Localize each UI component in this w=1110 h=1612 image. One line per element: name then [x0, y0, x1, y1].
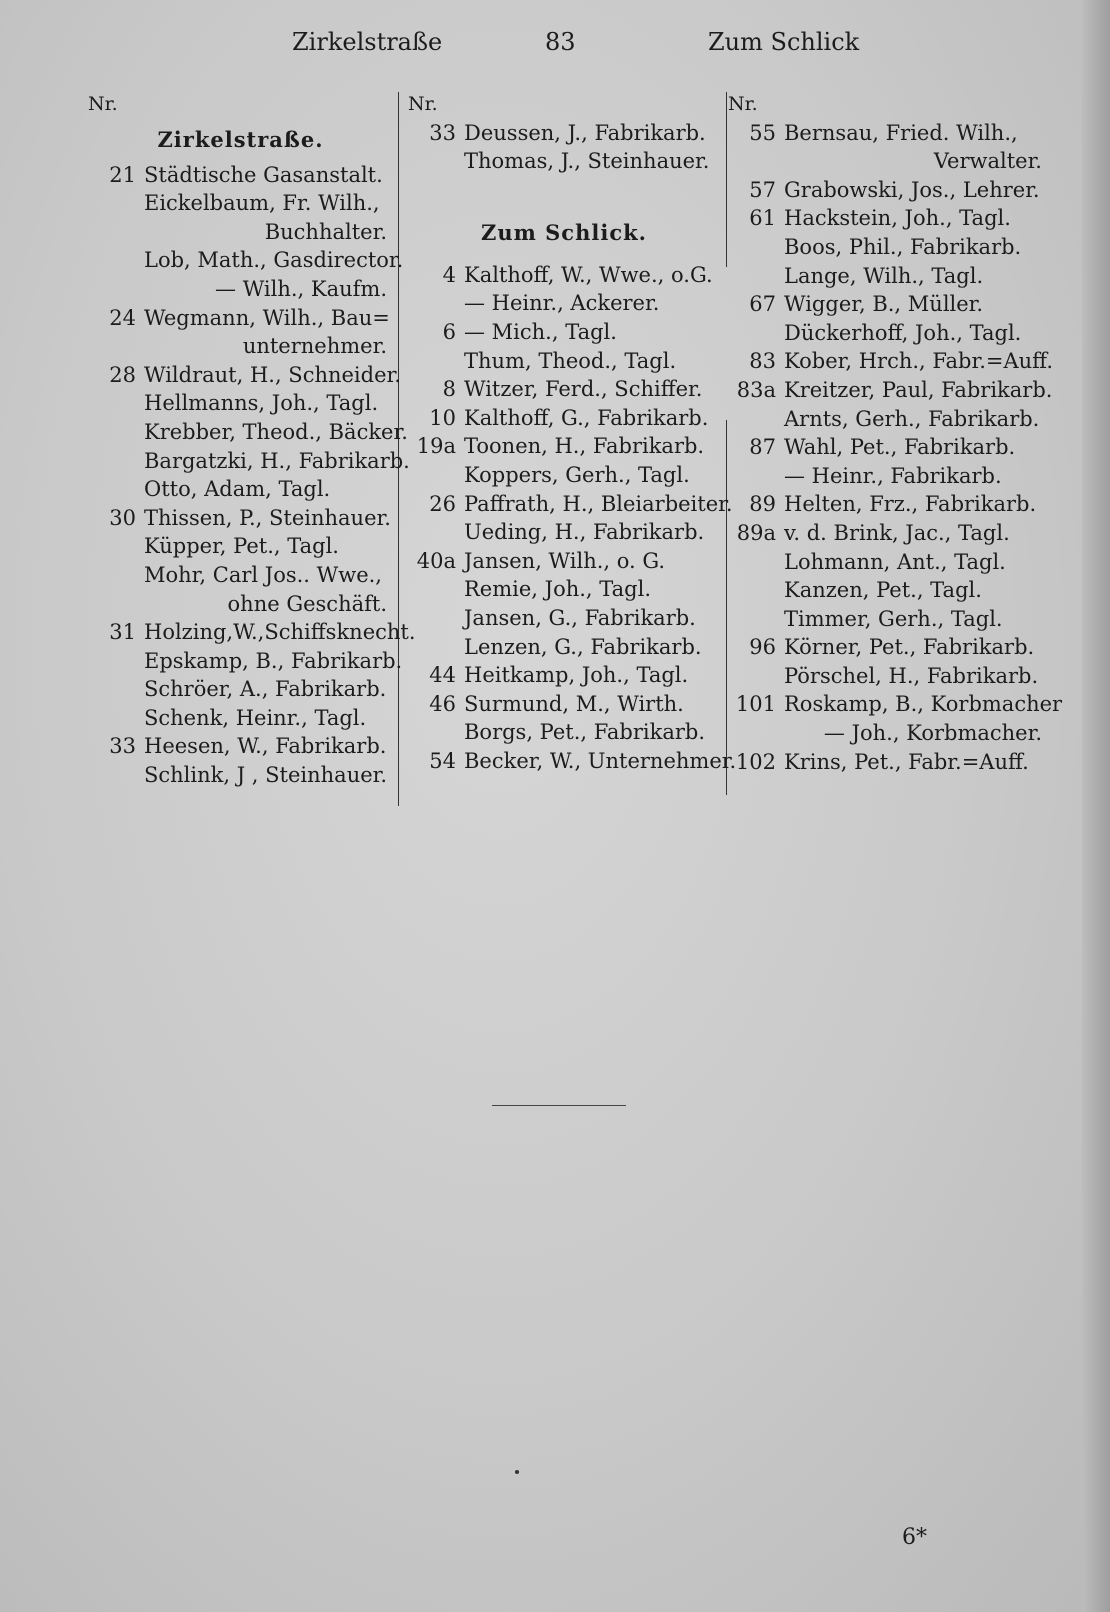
resident-entry: Toonen, H., Fabrikarb. [464, 434, 705, 459]
house-number [728, 605, 784, 634]
house-number [88, 275, 144, 304]
entry-row [88, 275, 393, 304]
house-number: 83a [736, 377, 776, 402]
entry-row [408, 318, 720, 347]
entry-row [408, 461, 720, 490]
house-number [88, 590, 144, 619]
entry-row [88, 246, 404, 275]
print-mark [515, 1470, 519, 1474]
resident-entry: Wildraut, H., Schneider. [144, 362, 401, 387]
house-number: 89 [749, 492, 776, 517]
entry-row [88, 161, 393, 190]
entry-row [88, 704, 393, 733]
resident-entry: Epskamp, B., Fabrikarb. [144, 648, 403, 673]
column-zum-schlick-a [408, 90, 737, 775]
house-number [88, 418, 144, 447]
resident-entry: Becker, W., Unternehmer. [464, 748, 737, 773]
house-number [408, 575, 464, 604]
resident-entry: Hellmanns, Joh., Tagl. [144, 391, 379, 416]
resident-entry: Kanzen, Pet., Tagl. [784, 578, 982, 603]
nr-label: Nr. [408, 93, 438, 115]
resident-entry: ohne Geschäft. [227, 591, 387, 616]
house-number [88, 704, 144, 733]
entry-row [728, 262, 1048, 291]
resident-entry: — Mich., Tagl. [464, 319, 617, 344]
column-divider [726, 420, 727, 795]
house-number [408, 461, 464, 490]
entry-row [408, 119, 720, 148]
entry-row [408, 575, 720, 604]
entry-row [88, 732, 393, 761]
house-number [408, 289, 464, 318]
resident-entry: Helten, Frz., Fabrikarb. [784, 492, 1037, 517]
house-number [728, 719, 784, 748]
entry-row [88, 389, 393, 418]
resident-entry: Buchhalter. [264, 219, 387, 244]
entry-row [728, 204, 1048, 233]
house-number [88, 246, 144, 275]
resident-entry: Koppers, Gerh., Tagl. [464, 462, 690, 487]
house-number [88, 475, 144, 504]
entry-row [728, 290, 1048, 319]
house-number: 44 [429, 663, 456, 688]
resident-entry: Lohmann, Ant., Tagl. [784, 549, 1006, 574]
resident-entry: Körner, Pet., Fabrikarb. [784, 635, 1035, 660]
house-number [728, 462, 784, 491]
house-number [408, 633, 464, 662]
resident-entry: Schlink, J , Steinhauer. [144, 763, 388, 788]
entry-list [88, 161, 416, 790]
entry-row [408, 432, 720, 461]
resident-entry: Witzer, Ferd., Schiffer. [464, 377, 703, 402]
resident-entry: v. d. Brink, Jac., Tagl. [784, 520, 1010, 545]
entry-row [728, 719, 1048, 748]
house-number [408, 347, 464, 376]
house-number [408, 604, 464, 633]
entry-row [408, 718, 720, 747]
entry-row [728, 376, 1053, 405]
entry-row [88, 504, 393, 533]
entry-row [728, 690, 1063, 719]
house-number: 33 [429, 120, 456, 145]
entry-row [728, 405, 1048, 434]
house-number [88, 389, 144, 418]
nr-label: Nr. [728, 93, 758, 115]
street-heading: Zirkelstraße. [157, 126, 324, 152]
house-number [408, 147, 464, 176]
street-heading: Zum Schlick. [481, 219, 647, 245]
entry-row [728, 519, 1048, 548]
column-divider [726, 92, 727, 267]
resident-entry: Eickelbaum, Fr. Wilh., [144, 191, 380, 216]
house-number: 4 [442, 262, 456, 287]
entry-row [408, 518, 720, 547]
resident-entry: Kober, Hrch., Fabr.=Auff. [784, 349, 1054, 374]
entry-row [88, 304, 393, 333]
house-number [88, 561, 144, 590]
resident-entry: Heitkamp, Joh., Tagl. [464, 663, 689, 688]
entry-row [88, 332, 393, 361]
resident-entry: Jansen, Wilh., o. G. [464, 548, 666, 573]
page-edge [1082, 0, 1110, 1612]
house-number: 61 [749, 206, 776, 231]
house-number: 67 [749, 292, 776, 317]
resident-entry: Hackstein, Joh., Tagl. [784, 206, 1011, 231]
house-number: 21 [109, 162, 136, 187]
resident-entry: Städtische Gasanstalt. [144, 162, 383, 187]
entry-row [728, 633, 1048, 662]
resident-entry: Wigger, B., Müller. [784, 292, 984, 317]
resident-entry: — Heinr., Fabrikarb. [784, 463, 1002, 488]
entry-row [408, 747, 737, 776]
entry-row [88, 361, 401, 390]
house-number: 6 [442, 319, 456, 344]
house-number [408, 718, 464, 747]
entry-row [88, 590, 393, 619]
resident-entry: Lob, Math., Gasdirector. [144, 248, 404, 273]
resident-entry: Timmer, Gerh., Tagl. [784, 606, 1003, 631]
entry-row [728, 176, 1048, 205]
house-number [728, 548, 784, 577]
house-number [88, 218, 144, 247]
resident-entry: Roskamp, B., Korbmacher [784, 692, 1063, 717]
house-number: 87 [749, 435, 776, 460]
resident-entry: Thum, Theod., Tagl. [464, 348, 677, 373]
entry-row [408, 347, 720, 376]
house-number: 101 [735, 692, 776, 717]
resident-entry: Otto, Adam, Tagl. [144, 477, 331, 502]
resident-entry: Grabowski, Jos., Lehrer. [784, 177, 1040, 202]
house-number: 83 [749, 349, 776, 374]
house-number: 8 [442, 377, 456, 402]
resident-entry: Jansen, G., Fabrikarb. [464, 605, 696, 630]
entry-row [728, 233, 1048, 262]
resident-entry: — Joh., Korbmacher. [823, 721, 1042, 746]
entry-row [88, 532, 393, 561]
house-number [728, 319, 784, 348]
resident-entry: Thissen, P., Steinhauer. [144, 505, 391, 530]
house-number [88, 532, 144, 561]
entry-row [408, 633, 720, 662]
house-number [88, 675, 144, 704]
page-number: 83 [545, 28, 576, 56]
entry-row [88, 189, 393, 218]
entry-row [408, 490, 733, 519]
entry-row [728, 319, 1048, 348]
resident-entry: Kalthoff, W., Wwe., o.G. [464, 262, 713, 287]
resident-entry: Deussen, J., Fabrikarb. [464, 120, 706, 145]
entry-row [88, 218, 393, 247]
entry-row [88, 618, 416, 647]
house-number [728, 233, 784, 262]
entry-row [728, 605, 1048, 634]
resident-entry: Paffrath, H., Bleiarbeiter. [464, 491, 733, 516]
house-number: 55 [749, 120, 776, 145]
house-number [728, 405, 784, 434]
entry-row [728, 548, 1048, 577]
entry-row [728, 147, 1048, 176]
entry-row [88, 475, 393, 504]
entry-row [88, 561, 393, 590]
resident-entry: Schröer, A., Fabrikarb. [144, 677, 387, 702]
house-number [728, 662, 784, 691]
entry-row [728, 433, 1048, 462]
running-head-left: Zirkelstraße [292, 28, 443, 56]
house-number: 102 [735, 749, 776, 774]
resident-entry: Remie, Joh., Tagl. [464, 577, 651, 602]
house-number: 28 [109, 362, 136, 387]
entry-row [728, 748, 1048, 777]
resident-entry: Pörschel, H., Fabrikarb. [784, 663, 1039, 688]
house-number: 26 [429, 491, 456, 516]
resident-entry: Ueding, H., Fabrikarb. [464, 520, 705, 545]
resident-entry: Kalthoff, G., Fabrikarb. [464, 405, 709, 430]
entry-row [88, 675, 393, 704]
resident-entry: Wegmann, Wilh., Bau= [144, 305, 390, 330]
running-head-right: Zum Schlick [708, 28, 860, 56]
resident-entry: Schenk, Heinr., Tagl. [144, 705, 367, 730]
resident-entry: — Wilh., Kaufm. [215, 276, 387, 301]
house-number: 96 [749, 635, 776, 660]
house-number [88, 332, 144, 361]
section-rule [492, 1105, 626, 1106]
resident-entry: Bargatzki, H., Fabrikarb. [144, 448, 410, 473]
house-number: 24 [109, 305, 136, 330]
resident-entry: unternehmer. [242, 334, 387, 359]
signature-mark: 6* [902, 1525, 927, 1550]
resident-entry: Surmund, M., Wirth. [464, 691, 684, 716]
entry-row [728, 119, 1048, 148]
resident-entry: Holzing,W.,Schiffsknecht. [144, 620, 416, 645]
house-number [728, 147, 784, 176]
column-zum-schlick-b [728, 90, 1063, 776]
entry-row [728, 347, 1054, 376]
house-number: 10 [429, 405, 456, 430]
resident-entry: Thomas, J., Steinhauer. [464, 149, 710, 174]
entry-list [728, 119, 1063, 777]
resident-entry: Wahl, Pet., Fabrikarb. [784, 435, 1016, 460]
running-head [0, 28, 1110, 68]
entry-row [88, 761, 393, 790]
resident-entry: Lange, Wilh., Tagl. [784, 263, 984, 288]
entry-row [728, 576, 1048, 605]
entry-row [88, 647, 403, 676]
entry-row [408, 289, 720, 318]
entry-row [728, 662, 1048, 691]
house-number [88, 647, 144, 676]
entry-row [408, 547, 720, 576]
house-number: 33 [109, 734, 136, 759]
entry-row [728, 462, 1048, 491]
house-number: 30 [109, 505, 136, 530]
house-number: 31 [109, 620, 136, 645]
entry-row [408, 604, 720, 633]
resident-entry: — Heinr., Ackerer. [464, 291, 660, 316]
entry-row [728, 490, 1048, 519]
entry-row [408, 261, 720, 290]
house-number: 57 [749, 177, 776, 202]
resident-entry: Heesen, W., Fabrikarb. [144, 734, 387, 759]
entry-row [408, 690, 720, 719]
resident-entry: Krebber, Theod., Bäcker. [144, 419, 408, 444]
nr-label: Nr. [88, 93, 118, 115]
entry-list [408, 261, 737, 776]
resident-entry: Borgs, Pet., Fabrikarb. [464, 720, 706, 745]
resident-entry: Lenzen, G., Fabrikarb. [464, 634, 702, 659]
resident-entry: Krins, Pet., Fabr.=Auff. [784, 749, 1029, 774]
resident-entry: Arnts, Gerh., Fabrikarb. [784, 406, 1040, 431]
entry-row [408, 147, 720, 176]
house-number: 54 [429, 748, 456, 773]
house-number [88, 189, 144, 218]
resident-entry: Mohr, Carl Jos.. Wwe., [144, 562, 382, 587]
entry-row [408, 375, 720, 404]
resident-entry: Boos, Phil., Fabrikarb. [784, 234, 1022, 259]
entry-list [408, 119, 720, 176]
house-number: 19a [416, 434, 456, 459]
entry-row [408, 661, 720, 690]
entry-row [88, 447, 410, 476]
resident-entry: Verwalter. [933, 149, 1042, 174]
house-number [728, 262, 784, 291]
column-zirkelstrasse [88, 90, 416, 790]
house-number [728, 576, 784, 605]
house-number: 46 [429, 691, 456, 716]
house-number: 40a [416, 548, 456, 573]
resident-entry: Küpper, Pet., Tagl. [144, 534, 339, 559]
resident-entry: Bernsau, Fried. Wilh., [784, 120, 1018, 145]
resident-entry: Dückerhoff, Joh., Tagl. [784, 320, 1022, 345]
house-number: 89a [736, 520, 776, 545]
house-number [88, 447, 144, 476]
entry-row [88, 418, 408, 447]
house-number [408, 518, 464, 547]
entry-row [408, 404, 720, 433]
house-number [88, 761, 144, 790]
resident-entry: Kreitzer, Paul, Fabrikarb. [784, 377, 1053, 402]
